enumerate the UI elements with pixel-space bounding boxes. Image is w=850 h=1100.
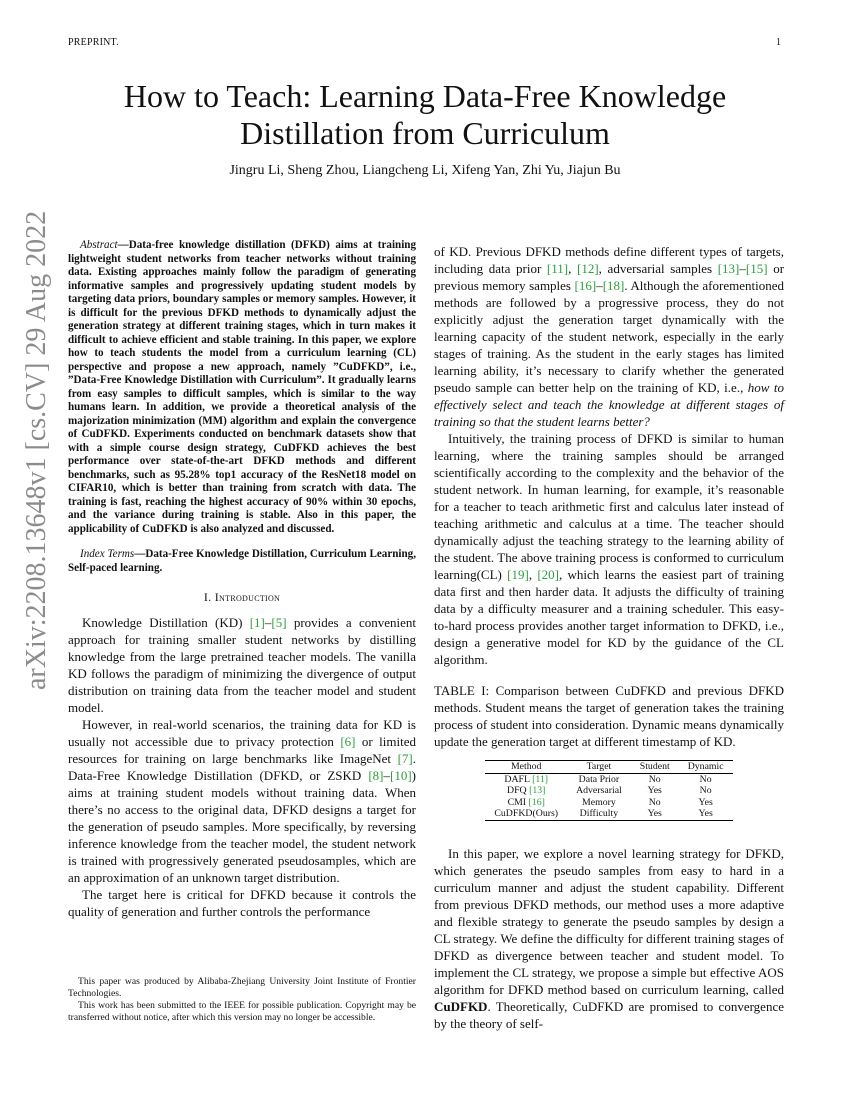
text-run: , adversarial samples [598,261,718,276]
index-terms-text: —Data-Free Knowledge Distillation, Curriculum Learning, Self-paced learning. [68,548,416,574]
table-cell: No [699,785,712,796]
footnotes [68,976,416,1024]
table-cell-method [485,808,567,820]
table-cell: No [648,773,661,785]
table-cell: Data Prior [578,773,620,785]
table-header-cell: Student [631,761,679,774]
citation-link[interactable]: [11] [546,261,569,276]
comparison-table [485,760,732,821]
table-cell: Memory [582,796,616,808]
intro-paragraph-1 [68,614,416,716]
intro-paragraph-6 [434,845,784,1032]
title-line-1: How to Teach: Learning Data-Free Knowledge [123,78,727,114]
citation-link[interactable]: [6] [340,734,356,749]
text-run: – [596,278,603,293]
abstract-label: Abstract [80,239,118,251]
text-run: , [528,567,538,582]
research-question: how to effectively select and teach the knowledge at different stages of training so that the student learns better? [434,380,784,429]
citation-link[interactable]: [11] [532,773,549,785]
citation-link[interactable]: [19] [507,567,529,582]
citation-link[interactable]: [16] [528,796,545,808]
table-cell: Yes [631,808,679,820]
section-heading [68,589,416,606]
text-run: However, in real-world scenarios, the training data for KD is usually not accessible due to privacy protection [68,717,416,749]
author-list: Jingru Li, Sheng Zhou, Liangcheng Li, Xifeng Yan, Zhi Yu, Jiajun Bu [229,163,621,178]
text-run: , [568,261,577,276]
citation-link[interactable]: [13] [717,261,740,276]
arxiv-side-stamp: arXiv:2208.13648v1 [cs.CV] 29 Aug 2022 [21,210,52,690]
index-terms-label: Index Terms [80,548,135,560]
text-run: In this paper, we explore a novel learning strategy for DFKD, which generates the pseudo samples from easy to hard in a curriculum manner and adjust the student capability. Different from previous DFKD methods, our method uses a more adaptive and flexible strategy to generate the pseudo samples by design a CL strategy. We define the difficulty for different training stages of DFKD as divergence between teacher and student model. To implement the CL strategy, we propose a simple but effective AOS algorithm for DFKD method based on curriculum learning, called [434,845,784,997]
intro-paragraph-5 [434,430,784,668]
citation-link[interactable]: [7] [397,751,413,766]
citation-link[interactable]: [16] [574,278,597,293]
text-run: Knowledge Distillation (KD) [82,615,250,630]
table-cell-method [485,797,567,809]
citation-link[interactable]: [15] [745,261,768,276]
table-header-row [485,761,732,774]
text-run: provides a convenient approach for training smaller student networks by distilling knowledge from the large pretrained teacher models. The vanilla KD follows the paradigm of minimizing the divergence of output distribution on training data from the teacher model and student model. [68,615,416,715]
text-run: ) aims at training student models without training data. When there’s no access to the original data, DFKD designs a target for the generation of pseudo samples. More specifically, by reversing inference knowledge from the teacher model, the student network is trained with progressively generated pseudosamples, which are an approximation of an unknown target distribution. [68,768,416,885]
table-cell-method [485,785,567,797]
method-name: DAFL [504,773,530,785]
abstract [68,239,416,536]
text-run: or limited resources for training on large benchmarks like ImageNet [68,734,416,766]
abstract-text: —Data-free knowledge distillation (DFKD) aims at training lightweight student networks from teacher networks without training data. Existing approaches mainly follow the paradigm of generating informative samples and progressively updating student models by targeting data priors, boundary samples or memory samples. However, it is difficult for the previous DFKD methods to dynamically adjust the generation strategy at different training stages, which in turn makes it difficult to achieve efficient and stable training. In this paper, we explore how to teach students the model from a curriculum learning (CL) perspective and propose a new approach, namely ”CuDFKD”, i.e., ”Data-Free Knowledge Distillation with Curriculum”. It gradually learns from easy samples to difficult samples, which is similar to the way humans learn. In addition, we provide a theoretical analysis of the majorization minimization (MM) algorithm and explain the convergence of CuDFKD. Experiments conducted on benchmark datasets show that with a simple course design strategy, CuDFKD achieves the best performance over state-of-the-art DFKD methods and different benchmarks, such as 95.28% top1 accuracy of the ResNet18 model on CIFAR10, which is better than training from scratch with data. The training is fast, reaching the highest accuracy of 90% within 30 epochs, and the variance during training is stable. Also in this paper, the applicability of CuDFKD is also analyzed and discussed. [68,239,416,535]
table-row [485,797,732,809]
title-line-2: Distillation from Curriculum [240,115,610,151]
table-row [485,808,732,820]
table-header-cell: Target [567,761,631,774]
section-title: Introduction [214,590,281,604]
method-name: DFQ [507,785,527,796]
citation-link[interactable]: [1] [249,615,265,630]
citation-link[interactable]: [13] [529,785,546,796]
right-column [434,243,784,1032]
footnote-1: This paper was produced by Alibaba-Zhejiang University Joint Institute of Frontier Technologies. [68,976,416,999]
table-header-cell: Dynamic [679,761,733,774]
table-cell: Difficulty [567,808,631,820]
footnote-2: This work has been submitted to the IEEE for possible publication. Copyright may be transferred without notice, after which this version may no longer be accessible. [68,1000,416,1023]
citation-link[interactable]: [8] [368,768,384,783]
intro-paragraph-2 [68,716,416,886]
running-header: PREPRINT. [68,37,119,48]
text-run: . Theoretically, CuDFKD are promised to convergence by the theory of self- [434,998,784,1031]
method-name: CMI [507,796,527,808]
index-terms [68,548,416,575]
table-header-cell: Method [485,761,567,774]
method-name: CuDFKD(Ours) [494,808,559,819]
text-run: – [739,261,746,276]
text-run: or previous memory samples [434,261,785,293]
paper-title [70,78,780,152]
table-cell: No [699,773,712,785]
citation-link[interactable]: [12] [577,261,599,276]
left-column [68,239,416,920]
citation-link[interactable]: [5] [271,615,287,630]
text-run: – [264,615,272,630]
table-row [485,785,732,797]
table-cell: No [648,796,661,808]
text-run: of KD. Previous DFKD methods define different types of targets, including data prior [434,244,784,276]
table-cell: Yes [698,796,713,808]
citation-link[interactable]: [10] [389,768,412,783]
table-cell: Adversarial [576,785,622,796]
table-cell: Yes [679,808,733,820]
method-name-bold: CuDFKD [434,998,488,1014]
intro-paragraph-4 [434,243,784,430]
text-run: Intuitively, the training process of DFKD is similar to human learning, where the training samples should be arranged scientifically according to the complexity and the behavior of the student network. In human learning, for example, it’s reasonable for a teacher to teach arithmetic first and calculus later instead of teaching arithmetic and calculus at a time. The teacher should dynamically adjust the teaching strategy to the learning ability of the student. The above training process is conformed to curriculum learning(CL) [434,431,784,582]
text-run: . Data-Free Knowledge Distillation (DFKD, or ZSKD [68,751,416,783]
citation-link[interactable]: [20] [537,567,560,582]
table-row [485,773,732,785]
table-cell-method [485,773,567,785]
text-run: , which learns the easiest part of training data first and then harder data. It adjusts the difficulty of training data by a difficulty measurer and a training scheduler. This easy-to-hard process provides another target information to DFKD, i.e., design a generative model for KD by the guidance of the CL algorithm. [434,567,784,667]
citation-link[interactable]: [18] [602,278,625,293]
text-run: . Although the aforementioned methods are followed by a progressive process, they do not explicitly adjust the generation target dynamically with the learning capacity of the student network, especially in the early stages of training. As the student in the early stages has limited learning ability, it’s necessary to clarify whether the generated pseudo sample can better help on the training of KD, i.e., [434,278,784,395]
intro-paragraph-3: The target here is critical for DFKD because it controls the quality of generation and further controls the performance [68,887,416,919]
table-caption: TABLE I: Comparison between CuDFKD and previous DFKD methods. Student means the target of generation takes the training process of student into consideration. Dynamic means dynamically update the generation target at different timestamp of KD. [434,683,784,749]
page-number: 1 [776,37,782,48]
section-number: I. [203,590,212,604]
text-run: – [383,768,390,783]
table-cell: Yes [647,785,662,796]
